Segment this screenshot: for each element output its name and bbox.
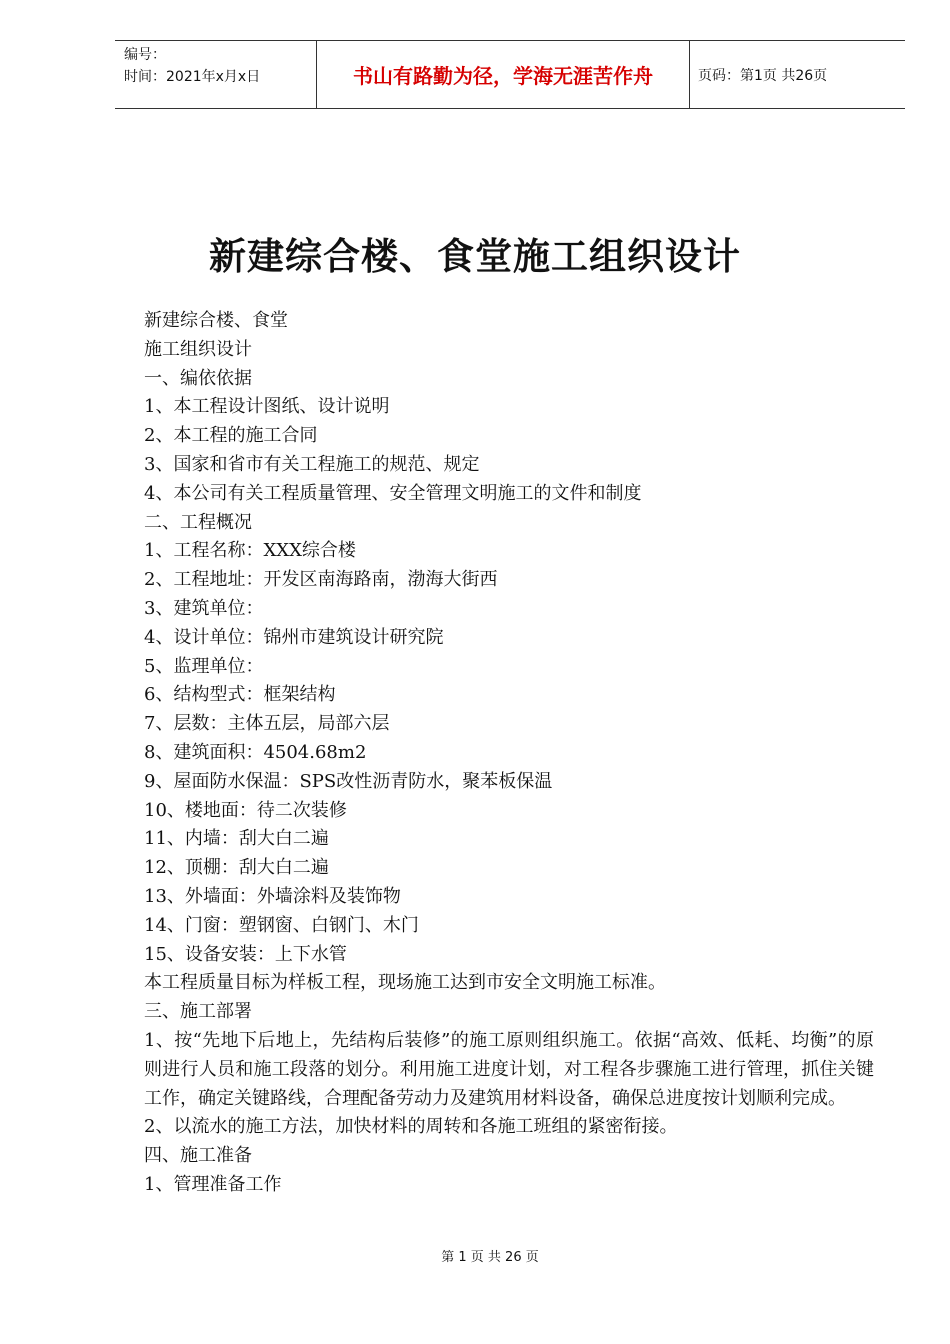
document-title: 新建综合楼、食堂施工组织设计 — [209, 234, 741, 278]
header-page-cell — [690, 41, 905, 108]
section-heading: 四、施工准备 — [144, 1145, 252, 1167]
body-line: 2、以流水的施工方法，加快材料的周转和各施工班组的紧密衔接。 — [144, 1116, 678, 1138]
body-line: 2、工程地址：开发区南海路南，渤海大街西 — [144, 569, 498, 591]
body-line: 13、外墙面：外墙涂料及装饰物 — [144, 885, 401, 907]
section-heading: 三、施工部署 — [144, 1001, 252, 1023]
section-heading: 一、编依依据 — [144, 367, 252, 389]
body-line: 新建综合楼、食堂 — [144, 310, 288, 331]
body-line: 6、结构型式：框架结构 — [144, 684, 336, 706]
body-line: 3、国家和省市有关工程施工的规范、规定 — [144, 453, 480, 475]
body-line: 5、监理单位： — [144, 655, 264, 677]
page-label: 页码：第1页 共26页 — [698, 67, 828, 84]
body-paragraph: 1、按“先地下后地上，先结构后装修”的施工原则组织施工。依据“高效、低耗、均衡”的原则进行人员和施工段落的划分。利用施工进度计划，对工程各步骤施工进行管理，抓住关键工作，确定关键路线，合理配备劳动力及建筑用材料设备，确保总进度按计划顺利完成。 — [144, 1029, 874, 1109]
body-line: 1、本工程设计图纸、设计说明 — [144, 396, 390, 418]
motto-text: 书山有路勤为径，学海无涯苦作舟 — [353, 64, 653, 88]
section-heading: 二、工程概况 — [144, 511, 252, 533]
header-motto-cell — [316, 41, 690, 108]
body-line: 4、本公司有关工程质量管理、安全管理文明施工的文件和制度 — [144, 482, 642, 504]
body-line: 15、设备安装：上下水管 — [144, 943, 347, 965]
number-label: 编号： — [124, 47, 166, 63]
body-line: 8、建筑面积：4504.68m2 — [144, 741, 367, 763]
body-line: 14、门窗：塑钢窗、白钢门、木门 — [144, 914, 419, 936]
body-line: 本工程质量目标为样板工程，现场施工达到市安全文明施工标准。 — [144, 972, 666, 994]
document-body — [144, 307, 874, 1200]
document-header — [115, 40, 905, 109]
header-meta-cell — [115, 41, 316, 108]
body-line: 12、顶棚：刮大白二遍 — [144, 857, 329, 879]
body-line: 10、楼地面：待二次装修 — [144, 799, 347, 821]
date-label: 时间：2021年x月x日 — [124, 69, 261, 85]
body-line: 施工组织设计 — [144, 338, 252, 360]
body-line: 9、屋面防水保温：SPS改性沥青防水，聚苯板保温 — [144, 770, 553, 792]
page-footer: 第 1 页 共 26 页 — [441, 1250, 539, 1265]
body-line: 3、建筑单位： — [144, 597, 264, 619]
body-line: 7、层数：主体五层，局部六层 — [144, 713, 390, 735]
body-line: 2、本工程的施工合同 — [144, 425, 318, 447]
body-line: 11、内墙：刮大白二遍 — [144, 828, 329, 850]
body-line: 4、设计单位：锦州市建筑设计研究院 — [144, 626, 444, 648]
body-line: 1、管理准备工作 — [144, 1173, 282, 1195]
body-line: 1、工程名称：XXX综合楼 — [144, 540, 356, 562]
